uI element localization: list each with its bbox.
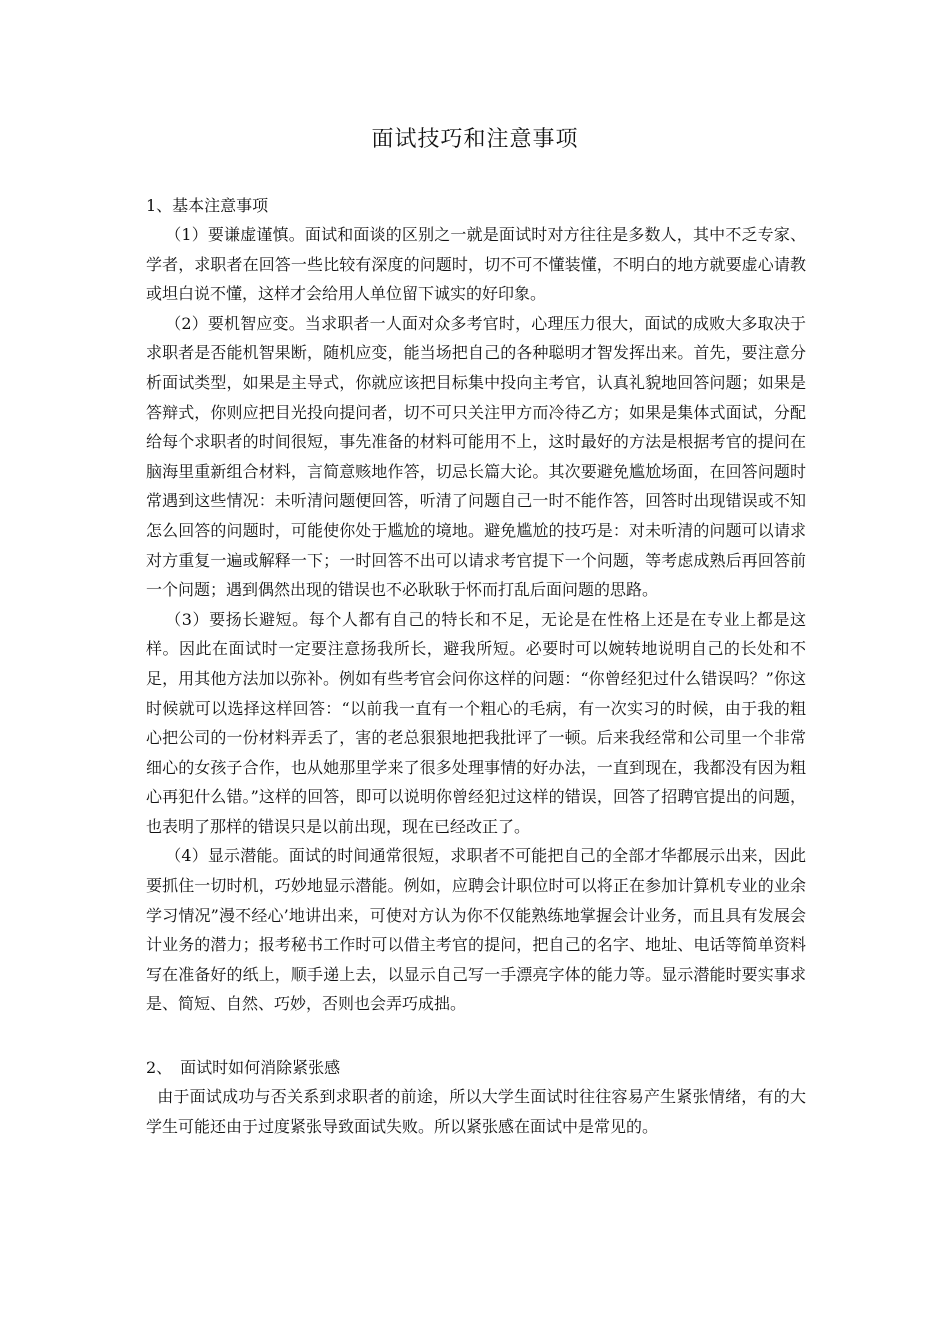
section-2-heading: 2、 面试时如何消除紧张感 <box>146 1058 341 1078</box>
section-1-paragraph-4: （4）显示潜能。面试的时间通常很短，求职者不可能把自己的全部才华都展示出来，因此要抓住一切时机，巧妙地显示潜能。例如，应聘会计职位时可以将正在参加计算机专业的业余学习情况”漫不经心’地讲出来，可使对方认为你不仅能熟练地掌握会计业务，而且具有发展会计业务的潜力；报考秘书工作时可以借主考官的提问，把自己的名字、地址、电话等简单资料写在准备好的纸上，顺手递上去，以显示自己写一手漂亮字体的能力等。显示潜能时要实事求是、简短、自然、巧妙，否则也会弄巧成拙。 <box>146 846 806 1014</box>
section-1-heading: 1、基本注意事项 <box>146 196 269 215</box>
section-spacer <box>146 1019 806 1053</box>
document-body <box>146 191 806 1141</box>
page-title: 面试技巧和注意事项 <box>371 127 579 152</box>
section-1-paragraph-3: （3）要扬长避短。每个人都有自己的特长和不足，无论是在性格上还是在专业上都是这样。因此在面试时一定要注意扬我所长，避我所短。必要时可以婉转地说明自己的长处和不足，用其他方法加以弥补。例如有些考官会问你这样的问题：“你曾经犯过什么错误吗？”你这时候就可以选择这样回答：“以前我一直有一个粗心的毛病，有一次实习的时候，由于我的粗心把公司的一份材料弄丢了，害的老总狠狠地把我批评了一顿。后来我经常和公司里一个非常细心的女孩子合作，也从她那里学来了很多处理事情的好办法，一直到现在，我都没有因为粗心再犯什么错。”这样的回答，即可以说明你曾经犯过这样的错误，回答了招聘官提出的问题，也表明了那样的错误只是以前出现，现在已经改正了。 <box>146 609 806 836</box>
section-2-paragraph-1: 由于面试成功与否关系到求职者的前途，所以大学生面试时往往容易产生紧张情绪，有的大学生可能还由于过度紧张导致面试失败。所以紧张感在面试中是常见的。 <box>146 1087 806 1136</box>
section-1-paragraph-1: （1）要谦虚谨慎。面试和面谈的区别之一就是面试时对方往往是多数人，其中不乏专家、学者，求职者在回答一些比较有深度的问题时，切不可不懂装懂，不明白的地方就要虚心请教或坦白说不懂，这样才会给用人单位留下诚实的好印象。 <box>146 225 806 304</box>
section-1-paragraph-2: （2）要机智应变。当求职者一人面对众多考官时，心理压力很大，面试的成败大多取决于求职者是否能机智果断，随机应变，能当场把自己的各种聪明才智发挥出来。首先，要注意分析面试类型，如果是主导式，你就应该把目标集中投向主考官，认真礼貌地回答问题；如果是答辩式，你则应把目光投向提问者，切不可只关注甲方而冷待乙方；如果是集体式面试，分配给每个求职者的时间很短，事先准备的材料可能用不上，这时最好的方法是根据考官的提问在脑海里重新组合材料，言简意赅地作答，切忌长篇大论。其次要避免尴尬场面，在回答问题时常遇到这些情况：未听清问题便回答，听清了问题自己一时不能作答，回答时出现错误或不知怎么回答的问题时，可能使你处于尴尬的境地。避免尴尬的技巧是：对未听清的问题可以请求对方重复一遍或解释一下；一时回答不出可以请求考官提下一个问题，等考虑成熟后再回答前一个问题；遇到偶然出现的错误也不必耿耿于怀而打乱后面问题的思路。 <box>146 313 806 600</box>
